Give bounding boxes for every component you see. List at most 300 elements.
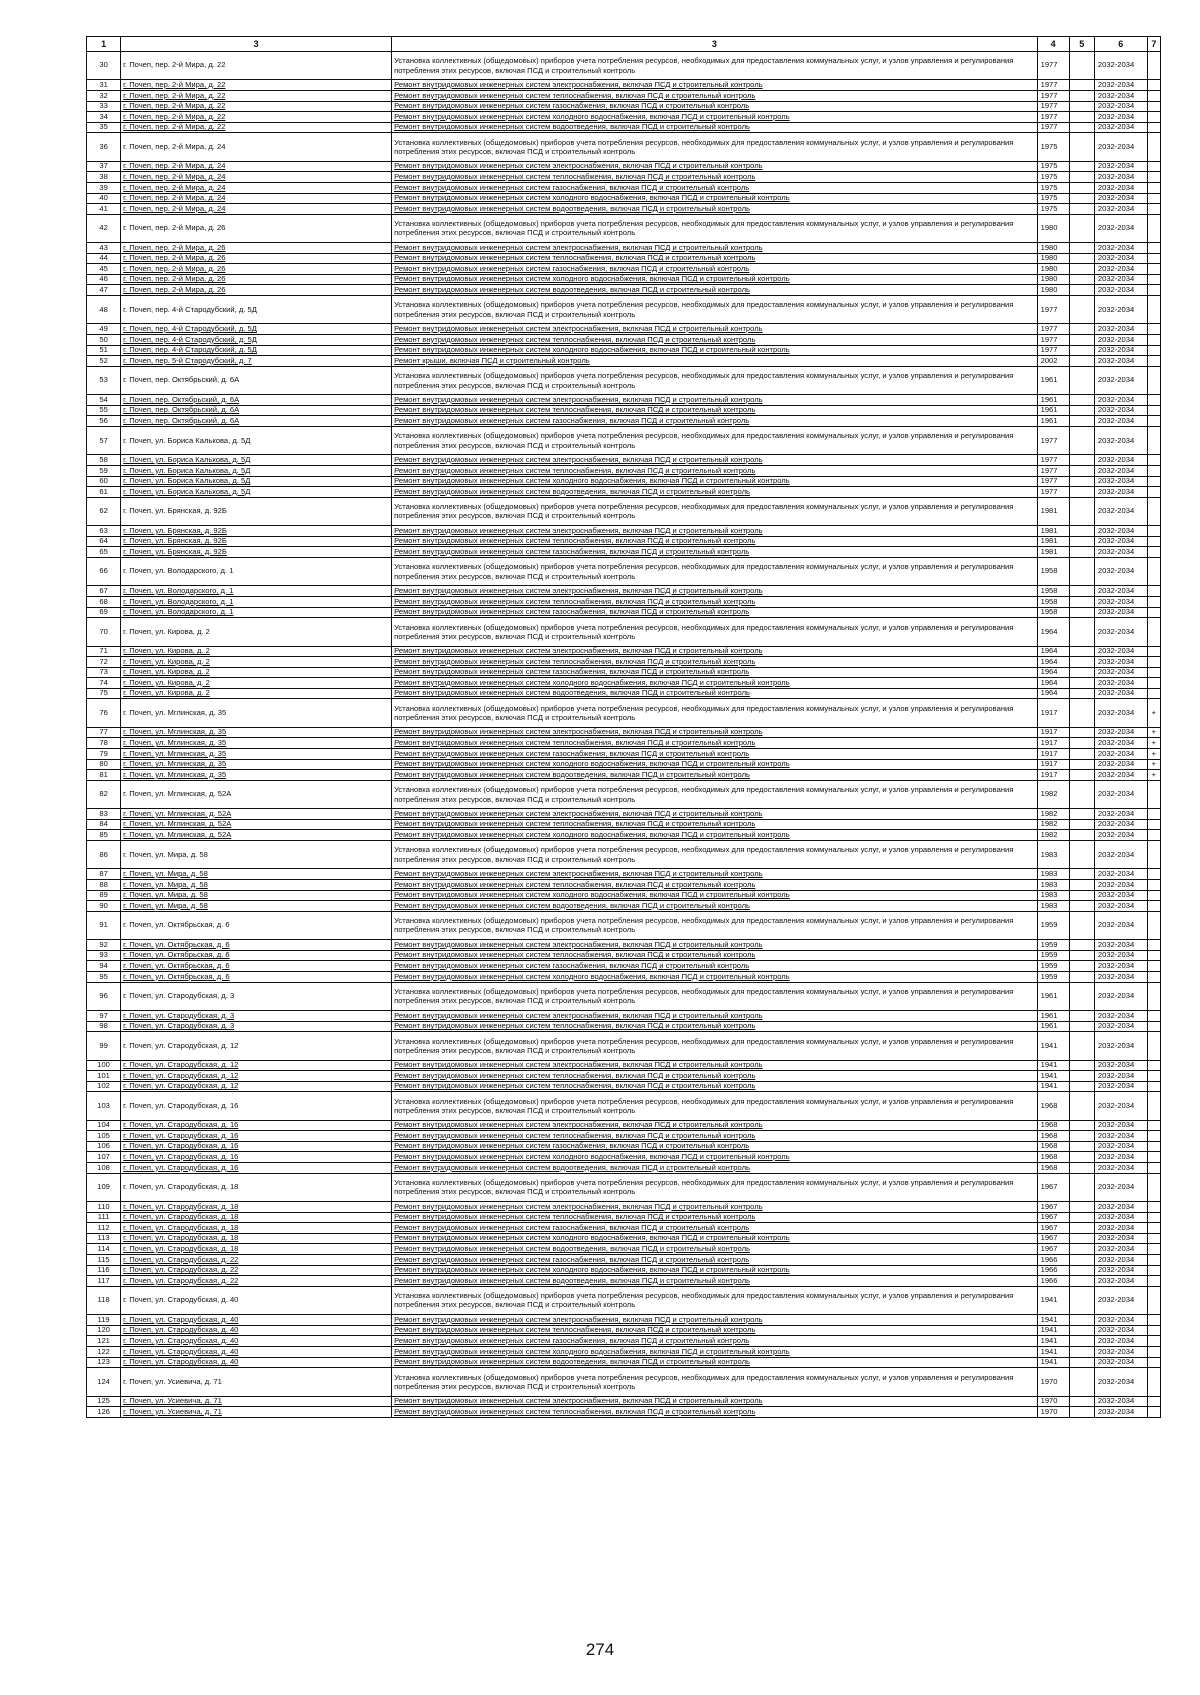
- table-row: [87, 1202, 1161, 1213]
- address-cell: г. Почеп, ул. Мглинская, д. 52А: [121, 780, 392, 808]
- empty-cell: [1069, 667, 1094, 678]
- work-type-cell: Ремонт внутридомовых инженерных систем газоснабжения, включая ПСД и строительный контроль: [392, 1255, 1038, 1266]
- table-row: [87, 1081, 1161, 1092]
- repair-period-cell: 2032-2034: [1094, 780, 1147, 808]
- work-type-cell: Установка коллективных (общедомовых) приборов учета потребления ресурсов, необходимых для предоставления коммунальных услуг, и узлов управления и регулирования потребления этих ресурсов, включая ПСД и строительный контроль: [392, 296, 1038, 324]
- address-cell: г. Почеп, ул. Володарского, д. 1: [121, 607, 392, 618]
- work-type-cell: Ремонт внутридомовых инженерных систем водоотведения, включая ПСД и строительный контроль: [392, 770, 1038, 781]
- address-cell: г. Почеп, ул. Стародубская, д. 16: [121, 1131, 392, 1142]
- build-year-cell: 1964: [1037, 688, 1069, 699]
- row-number-cell: 106: [87, 1141, 121, 1152]
- mark-cell: [1147, 1368, 1160, 1396]
- row-number-cell: 107: [87, 1152, 121, 1163]
- table-row: [87, 487, 1161, 498]
- empty-cell: [1069, 526, 1094, 537]
- mark-cell: [1147, 1152, 1160, 1163]
- address-cell: г. Почеп, пер. 2-й Мира, д. 26: [121, 274, 392, 285]
- build-year-cell: 1967: [1037, 1202, 1069, 1213]
- empty-cell: [1069, 657, 1094, 668]
- empty-cell: [1069, 547, 1094, 558]
- work-type-cell: Ремонт внутридомовых инженерных систем холодного водоснабжения, включая ПСД и строительный контроль: [392, 274, 1038, 285]
- table-row: [87, 727, 1161, 738]
- address-cell: г. Почеп, ул. Стародубская, д. 18: [121, 1212, 392, 1223]
- address-cell: г. Почеп, ул. Мира, д. 58: [121, 880, 392, 891]
- repair-period-cell: 2032-2034: [1094, 427, 1147, 455]
- address-cell: г. Почеп, ул. Октябрьская, д. 6: [121, 911, 392, 939]
- work-type-cell: Ремонт внутридомовых инженерных систем теплоснабжения, включая ПСД и строительный контроль: [392, 596, 1038, 607]
- table-row: [87, 770, 1161, 781]
- address-cell: г. Почеп, ул. Кирова, д. 2: [121, 657, 392, 668]
- mark-cell: [1147, 890, 1160, 901]
- row-number-cell: 95: [87, 971, 121, 982]
- row-number-cell: 54: [87, 395, 121, 406]
- empty-cell: [1069, 738, 1094, 749]
- empty-cell: [1069, 324, 1094, 335]
- work-type-cell: Установка коллективных (общедомовых) приборов учета потребления ресурсов, необходимых для предоставления коммунальных услуг, и узлов управления и регулирования потребления этих ресурсов, включая ПСД и строительный контроль: [392, 982, 1038, 1010]
- mark-cell: [1147, 335, 1160, 346]
- table-row: [87, 699, 1161, 727]
- mark-cell: [1147, 1202, 1160, 1213]
- row-number-cell: 122: [87, 1346, 121, 1357]
- build-year-cell: 1959: [1037, 940, 1069, 951]
- work-type-cell: Ремонт внутридомовых инженерных систем электроснабжения, включая ПСД и строительный контроль: [392, 395, 1038, 406]
- mark-cell: [1147, 366, 1160, 394]
- mark-cell: [1147, 1021, 1160, 1032]
- address-cell: г. Почеп, пер. 2-й Мира, д. 22: [121, 101, 392, 112]
- repair-period-cell: 2032-2034: [1094, 1396, 1147, 1407]
- empty-cell: [1069, 971, 1094, 982]
- repair-period-cell: 2032-2034: [1094, 1021, 1147, 1032]
- work-type-cell: Ремонт внутридомовых инженерных систем газоснабжения, включая ПСД и строительный контроль: [392, 101, 1038, 112]
- mark-cell: [1147, 1336, 1160, 1347]
- address-cell: г. Почеп, пер. 2-й Мира, д. 24: [121, 204, 392, 215]
- mark-cell: [1147, 1032, 1160, 1060]
- work-type-cell: Ремонт внутридомовых инженерных систем теплоснабжения, включая ПСД и строительный контроль: [392, 1212, 1038, 1223]
- repair-period-cell: 2032-2034: [1094, 646, 1147, 657]
- build-year-cell: 1983: [1037, 880, 1069, 891]
- build-year-cell: 1941: [1037, 1336, 1069, 1347]
- empty-cell: [1069, 890, 1094, 901]
- empty-cell: [1069, 405, 1094, 416]
- build-year-cell: 1970: [1037, 1407, 1069, 1418]
- row-number-cell: 60: [87, 476, 121, 487]
- address-cell: г. Почеп, ул. Кирова, д. 2: [121, 618, 392, 646]
- empty-cell: [1069, 274, 1094, 285]
- build-year-cell: 1968: [1037, 1092, 1069, 1120]
- row-number-cell: 40: [87, 193, 121, 204]
- repair-period-cell: 2032-2034: [1094, 830, 1147, 841]
- row-number-cell: 53: [87, 366, 121, 394]
- build-year-cell: 1975: [1037, 133, 1069, 161]
- row-number-cell: 79: [87, 749, 121, 760]
- work-type-cell: Ремонт внутридомовых инженерных систем холодного водоснабжения, включая ПСД и строительный контроль: [392, 476, 1038, 487]
- table-row: [87, 274, 1161, 285]
- mark-cell: [1147, 1407, 1160, 1418]
- table-row: [87, 1407, 1161, 1418]
- row-number-cell: 62: [87, 497, 121, 525]
- address-cell: г. Почеп, ул. Усиевича, д. 71: [121, 1396, 392, 1407]
- work-type-cell: Ремонт внутридомовых инженерных систем газоснабжения, включая ПСД и строительный контроль: [392, 961, 1038, 972]
- row-number-cell: 73: [87, 667, 121, 678]
- row-number-cell: 104: [87, 1120, 121, 1131]
- work-type-cell: Ремонт внутридомовых инженерных систем теплоснабжения, включая ПСД и строительный контроль: [392, 950, 1038, 961]
- build-year-cell: 1917: [1037, 749, 1069, 760]
- repair-period-cell: 2032-2034: [1094, 182, 1147, 193]
- table-row: [87, 1173, 1161, 1201]
- address-cell: г. Почеп, ул. Стародубская, д. 40: [121, 1286, 392, 1314]
- row-number-cell: 117: [87, 1276, 121, 1287]
- mark-cell: [1147, 809, 1160, 820]
- table-row: [87, 880, 1161, 891]
- row-number-cell: 100: [87, 1060, 121, 1071]
- repair-period-cell: 2032-2034: [1094, 940, 1147, 951]
- build-year-cell: 1941: [1037, 1315, 1069, 1326]
- mark-cell: [1147, 607, 1160, 618]
- row-number-cell: 101: [87, 1071, 121, 1082]
- row-number-cell: 51: [87, 345, 121, 356]
- repair-period-cell: 2032-2034: [1094, 1346, 1147, 1357]
- build-year-cell: 1964: [1037, 667, 1069, 678]
- address-cell: г. Почеп, ул. Октябрьская, д. 6: [121, 971, 392, 982]
- work-type-cell: Ремонт внутридомовых инженерных систем теплоснабжения, включая ПСД и строительный контроль: [392, 819, 1038, 830]
- build-year-cell: 1967: [1037, 1173, 1069, 1201]
- row-number-cell: 96: [87, 982, 121, 1010]
- mark-cell: [1147, 911, 1160, 939]
- address-cell: г. Почеп, ул. Стародубская, д. 40: [121, 1315, 392, 1326]
- build-year-cell: 1941: [1037, 1032, 1069, 1060]
- mark-cell: [1147, 90, 1160, 101]
- empty-cell: [1069, 880, 1094, 891]
- header-cell: 7: [1147, 37, 1160, 52]
- table-row: [87, 296, 1161, 324]
- page-number: 274: [585, 1640, 615, 1659]
- build-year-cell: 1941: [1037, 1081, 1069, 1092]
- row-number-cell: 37: [87, 161, 121, 172]
- mark-cell: [1147, 264, 1160, 275]
- row-number-cell: 71: [87, 646, 121, 657]
- build-year-cell: 1983: [1037, 901, 1069, 912]
- row-number-cell: 39: [87, 182, 121, 193]
- build-year-cell: 1968: [1037, 1131, 1069, 1142]
- work-type-cell: Ремонт внутридомовых инженерных систем холодного водоснабжения, включая ПСД и строительный контроль: [392, 1233, 1038, 1244]
- repair-period-cell: 2032-2034: [1094, 416, 1147, 427]
- work-type-cell: Ремонт внутридомовых инженерных систем теплоснабжения, включая ПСД и строительный контроль: [392, 1407, 1038, 1418]
- repair-period-cell: 2032-2034: [1094, 193, 1147, 204]
- table-row: [87, 112, 1161, 123]
- work-type-cell: Ремонт внутридомовых инженерных систем электроснабжения, включая ПСД и строительный контроль: [392, 809, 1038, 820]
- build-year-cell: 1977: [1037, 476, 1069, 487]
- table-row: [87, 1120, 1161, 1131]
- address-cell: г. Почеп, ул. Бориса Калькова, д. 5Д: [121, 487, 392, 498]
- empty-cell: [1069, 395, 1094, 406]
- mark-cell: [1147, 657, 1160, 668]
- table-row: [87, 759, 1161, 770]
- build-year-cell: 1964: [1037, 657, 1069, 668]
- repair-period-cell: 2032-2034: [1094, 1081, 1147, 1092]
- address-cell: г. Почеп, ул. Стародубская, д. 22: [121, 1255, 392, 1266]
- address-cell: г. Почеп, ул. Мглинская, д. 52А: [121, 830, 392, 841]
- address-cell: г. Почеп, ул. Мглинская, д. 35: [121, 699, 392, 727]
- mark-cell: [1147, 841, 1160, 869]
- empty-cell: [1069, 770, 1094, 781]
- build-year-cell: 1980: [1037, 253, 1069, 264]
- row-number-cell: 85: [87, 830, 121, 841]
- address-cell: г. Почеп, ул. Брянская, д. 92Б: [121, 536, 392, 547]
- mark-cell: [1147, 1163, 1160, 1174]
- work-type-cell: Ремонт внутридомовых инженерных систем теплоснабжения, включая ПСД и строительный контроль: [392, 880, 1038, 891]
- repair-period-cell: 2032-2034: [1094, 1141, 1147, 1152]
- table-row: [87, 1092, 1161, 1120]
- table-row: [87, 1346, 1161, 1357]
- address-cell: г. Почеп, ул. Бориса Калькова, д. 5Д: [121, 455, 392, 466]
- empty-cell: [1069, 90, 1094, 101]
- address-cell: г. Почеп, ул. Стародубская, д. 12: [121, 1032, 392, 1060]
- build-year-cell: 1961: [1037, 366, 1069, 394]
- work-type-cell: Ремонт внутридомовых инженерных систем водоотведения, включая ПСД и строительный контроль: [392, 1163, 1038, 1174]
- repair-period-cell: 2032-2034: [1094, 1336, 1147, 1347]
- address-cell: г. Почеп, ул. Мглинская, д. 35: [121, 738, 392, 749]
- row-number-cell: 99: [87, 1032, 121, 1060]
- mark-cell: [1147, 586, 1160, 597]
- empty-cell: [1069, 841, 1094, 869]
- build-year-cell: 1959: [1037, 950, 1069, 961]
- address-cell: г. Почеп, ул. Мглинская, д. 35: [121, 727, 392, 738]
- work-type-cell: Ремонт внутридомовых инженерных систем холодного водоснабжения, включая ПСД и строительный контроль: [392, 830, 1038, 841]
- repair-period-cell: 2032-2034: [1094, 727, 1147, 738]
- work-type-cell: Ремонт внутридомовых инженерных систем электроснабжения, включая ПСД и строительный контроль: [392, 586, 1038, 597]
- empty-cell: [1069, 536, 1094, 547]
- work-type-cell: Установка коллективных (общедомовых) приборов учета потребления ресурсов, необходимых для предоставления коммунальных услуг, и узлов управления и регулирования потребления этих ресурсов, включая ПСД и строительный контроль: [392, 1032, 1038, 1060]
- repair-period-cell: 2032-2034: [1094, 345, 1147, 356]
- build-year-cell: 1958: [1037, 586, 1069, 597]
- repair-period-cell: 2032-2034: [1094, 1120, 1147, 1131]
- empty-cell: [1069, 1276, 1094, 1287]
- build-year-cell: 1961: [1037, 982, 1069, 1010]
- row-number-cell: 92: [87, 940, 121, 951]
- work-type-cell: Ремонт внутридомовых инженерных систем водоотведения, включая ПСД и строительный контроль: [392, 285, 1038, 296]
- row-number-cell: 121: [87, 1336, 121, 1347]
- empty-cell: [1069, 1163, 1094, 1174]
- build-year-cell: 1958: [1037, 596, 1069, 607]
- build-year-cell: 1977: [1037, 427, 1069, 455]
- address-cell: г. Почеп, пер. 2-й Мира, д. 22: [121, 52, 392, 80]
- row-number-cell: 42: [87, 214, 121, 242]
- address-cell: г. Почеп, ул. Стародубская, д. 40: [121, 1357, 392, 1368]
- mark-cell: [1147, 1010, 1160, 1021]
- empty-cell: [1069, 193, 1094, 204]
- row-number-cell: 63: [87, 526, 121, 537]
- empty-cell: [1069, 1092, 1094, 1120]
- repair-period-cell: 2032-2034: [1094, 1092, 1147, 1120]
- repair-period-cell: 2032-2034: [1094, 880, 1147, 891]
- table-row: [87, 466, 1161, 477]
- work-type-cell: Ремонт внутридомовых инженерных систем электроснабжения, включая ПСД и строительный контроль: [392, 161, 1038, 172]
- row-number-cell: 105: [87, 1131, 121, 1142]
- table-row: [87, 1336, 1161, 1347]
- work-type-cell: Ремонт внутридомовых инженерных систем электроснабжения, включая ПСД и строительный контроль: [392, 1202, 1038, 1213]
- table-row: [87, 1141, 1161, 1152]
- address-cell: г. Почеп, пер. Октябрьский, д. 6А: [121, 405, 392, 416]
- work-type-cell: Ремонт внутридомовых инженерных систем теплоснабжения, включая ПСД и строительный контроль: [392, 1081, 1038, 1092]
- repair-period-cell: 2032-2034: [1094, 770, 1147, 781]
- work-type-cell: Установка коллективных (общедомовых) приборов учета потребления ресурсов, необходимых для предоставления коммунальных услуг, и узлов управления и регулирования потребления этих ресурсов, включая ПСД и строительный контроль: [392, 780, 1038, 808]
- empty-cell: [1069, 204, 1094, 215]
- address-cell: г. Почеп, ул. Брянская, д. 92Б: [121, 526, 392, 537]
- empty-cell: [1069, 1010, 1094, 1021]
- mark-cell: [1147, 557, 1160, 585]
- table-row: [87, 678, 1161, 689]
- build-year-cell: 2002: [1037, 356, 1069, 367]
- mark-cell: [1147, 1141, 1160, 1152]
- work-type-cell: Ремонт внутридомовых инженерных систем холодного водоснабжения, включая ПСД и строительный контроль: [392, 971, 1038, 982]
- build-year-cell: 1967: [1037, 1223, 1069, 1234]
- table-row: [87, 253, 1161, 264]
- table-row: [87, 749, 1161, 760]
- build-year-cell: 1917: [1037, 738, 1069, 749]
- build-year-cell: 1961: [1037, 1010, 1069, 1021]
- work-type-cell: Ремонт внутридомовых инженерных систем теплоснабжения, включая ПСД и строительный контроль: [392, 405, 1038, 416]
- address-cell: г. Почеп, ул. Мглинская, д. 35: [121, 770, 392, 781]
- mark-cell: [1147, 487, 1160, 498]
- work-type-cell: Установка коллективных (общедомовых) приборов учета потребления ресурсов, необходимых для предоставления коммунальных услуг, и узлов управления и регулирования потребления этих ресурсов, включая ПСД и строительный контроль: [392, 557, 1038, 585]
- table-row: [87, 618, 1161, 646]
- repair-period-cell: 2032-2034: [1094, 1255, 1147, 1266]
- build-year-cell: 1941: [1037, 1060, 1069, 1071]
- repair-period-cell: 2032-2034: [1094, 243, 1147, 254]
- address-cell: г. Почеп, пер. Октябрьский, д. 6А: [121, 395, 392, 406]
- empty-cell: [1069, 1336, 1094, 1347]
- table-row: [87, 1265, 1161, 1276]
- row-number-cell: 88: [87, 880, 121, 891]
- row-number-cell: 113: [87, 1233, 121, 1244]
- address-cell: г. Почеп, ул. Бориса Калькова, д. 5Д: [121, 427, 392, 455]
- build-year-cell: 1975: [1037, 193, 1069, 204]
- empty-cell: [1069, 214, 1094, 242]
- build-year-cell: 1982: [1037, 809, 1069, 820]
- build-year-cell: 1917: [1037, 699, 1069, 727]
- build-year-cell: 1980: [1037, 243, 1069, 254]
- address-cell: г. Почеп, пер. 2-й Мира, д. 22: [121, 122, 392, 133]
- row-number-cell: 45: [87, 264, 121, 275]
- table-row: [87, 324, 1161, 335]
- empty-cell: [1069, 1212, 1094, 1223]
- address-cell: г. Почеп, ул. Стародубская, д. 22: [121, 1265, 392, 1276]
- address-cell: г. Почеп, ул. Стародубская, д. 3: [121, 1010, 392, 1021]
- repair-period-cell: 2032-2034: [1094, 112, 1147, 123]
- table-row: [87, 405, 1161, 416]
- table-row: [87, 830, 1161, 841]
- build-year-cell: 1975: [1037, 204, 1069, 215]
- mark-cell: [1147, 80, 1160, 91]
- build-year-cell: 1983: [1037, 869, 1069, 880]
- repair-period-cell: 2032-2034: [1094, 1131, 1147, 1142]
- table-row: [87, 101, 1161, 112]
- empty-cell: [1069, 1233, 1094, 1244]
- repair-period-cell: 2032-2034: [1094, 395, 1147, 406]
- empty-cell: [1069, 122, 1094, 133]
- mark-cell: [1147, 455, 1160, 466]
- mark-cell: [1147, 345, 1160, 356]
- table-row: [87, 646, 1161, 657]
- empty-cell: [1069, 101, 1094, 112]
- row-number-cell: 116: [87, 1265, 121, 1276]
- repair-period-cell: 2032-2034: [1094, 869, 1147, 880]
- build-year-cell: 1968: [1037, 1152, 1069, 1163]
- empty-cell: [1069, 1141, 1094, 1152]
- address-cell: г. Почеп, пер. 2-й Мира, д. 24: [121, 193, 392, 204]
- table-row: [87, 193, 1161, 204]
- empty-cell: [1069, 487, 1094, 498]
- mark-cell: [1147, 880, 1160, 891]
- row-number-cell: 81: [87, 770, 121, 781]
- address-cell: г. Почеп, ул. Стародубская, д. 40: [121, 1346, 392, 1357]
- address-cell: г. Почеп, пер. 2-й Мира, д. 26: [121, 214, 392, 242]
- table-row: [87, 1315, 1161, 1326]
- mark-cell: [1147, 1244, 1160, 1255]
- row-number-cell: 33: [87, 101, 121, 112]
- repair-period-cell: 2032-2034: [1094, 901, 1147, 912]
- row-number-cell: 97: [87, 1010, 121, 1021]
- row-number-cell: 43: [87, 243, 121, 254]
- empty-cell: [1069, 1152, 1094, 1163]
- build-year-cell: 1977: [1037, 324, 1069, 335]
- header-cell: 6: [1094, 37, 1147, 52]
- table-row: [87, 455, 1161, 466]
- empty-cell: [1069, 678, 1094, 689]
- mark-cell: +: [1147, 770, 1160, 781]
- repair-period-cell: 2032-2034: [1094, 596, 1147, 607]
- empty-cell: [1069, 780, 1094, 808]
- row-number-cell: 58: [87, 455, 121, 466]
- empty-cell: [1069, 950, 1094, 961]
- empty-cell: [1069, 243, 1094, 254]
- table-row: [87, 526, 1161, 537]
- mark-cell: [1147, 1071, 1160, 1082]
- mark-cell: [1147, 161, 1160, 172]
- mark-cell: +: [1147, 749, 1160, 760]
- table-row: [87, 547, 1161, 558]
- row-number-cell: 115: [87, 1255, 121, 1266]
- build-year-cell: 1970: [1037, 1368, 1069, 1396]
- work-type-cell: Ремонт внутридомовых инженерных систем теплоснабжения, включая ПСД и строительный контроль: [392, 90, 1038, 101]
- work-type-cell: Ремонт внутридомовых инженерных систем теплоснабжения, включая ПСД и строительный контроль: [392, 1021, 1038, 1032]
- row-number-cell: 31: [87, 80, 121, 91]
- empty-cell: [1069, 1368, 1094, 1396]
- table-row: [87, 1255, 1161, 1266]
- mark-cell: [1147, 427, 1160, 455]
- table-row: [87, 940, 1161, 951]
- work-type-cell: Ремонт внутридомовых инженерных систем электроснабжения, включая ПСД и строительный контроль: [392, 526, 1038, 537]
- work-type-cell: Ремонт внутридомовых инженерных систем водоотведения, включая ПСД и строительный контроль: [392, 487, 1038, 498]
- build-year-cell: 1981: [1037, 497, 1069, 525]
- table-row: [87, 596, 1161, 607]
- repair-period-cell: 2032-2034: [1094, 204, 1147, 215]
- row-number-cell: 119: [87, 1315, 121, 1326]
- empty-cell: [1069, 982, 1094, 1010]
- work-type-cell: Ремонт внутридомовых инженерных систем теплоснабжения, включая ПСД и строительный контроль: [392, 253, 1038, 264]
- address-cell: г. Почеп, ул. Володарского, д. 1: [121, 557, 392, 585]
- table-row: [87, 738, 1161, 749]
- table-row: [87, 214, 1161, 242]
- build-year-cell: 1977: [1037, 487, 1069, 498]
- work-type-cell: Ремонт внутридомовых инженерных систем водоотведения, включая ПСД и строительный контроль: [392, 1244, 1038, 1255]
- address-cell: г. Почеп, ул. Мглинская, д. 52А: [121, 809, 392, 820]
- address-cell: г. Почеп, ул. Стародубская, д. 18: [121, 1233, 392, 1244]
- repair-period-cell: 2032-2034: [1094, 1276, 1147, 1287]
- repair-period-cell: 2032-2034: [1094, 366, 1147, 394]
- table-row: [87, 961, 1161, 972]
- address-cell: г. Почеп, ул. Стародубская, д. 18: [121, 1202, 392, 1213]
